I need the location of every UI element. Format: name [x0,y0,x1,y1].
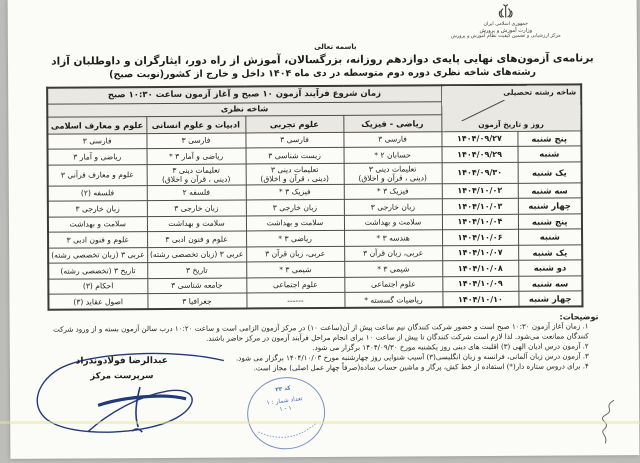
subject-cell: حسابان ۲ * [344,147,442,163]
note-item: ۲. آزمون درس ادیان الهی (۳) اقلیت های دینی روز یکشنبه مورخ ۱۴۰۴/۰۹/۳۰ برگزار می شود. [312,341,589,353]
title2-pre: رشته‌های شاخه نظری دوره دوم متوسطه در [326,66,537,79]
stamp-code: کد ۲۳ [275,385,292,394]
exam-day-cell: شنبه [518,146,582,162]
exam-day-cell: یک شنبه [518,245,582,261]
exam-day-cell: دو شنبه [518,260,582,276]
exam-day-cell: پنج شنبه [517,130,581,146]
subject-cell: عربی ۳ (زبان تخصصی رشته) [48,247,147,263]
exam-schedule-table [46,83,583,310]
subject-cell: علوم اجتماعی [344,276,442,292]
exam-date-cell: ۱۴۰۴/۱۰/۰۲ [442,183,518,199]
branch-header: شاخه نظری [47,101,441,116]
note-item: ۱. زمان آغاز آزمون ۱۰:۳۰ صبح است و حضور شرکت کنندگان نیم ساعت پیش از آن(ساعت ۱۰) در مرکز آزمون الزامی است و ساعت ۱۰:۲۰ درب سالن آزمون بسته و از ورود شرکت کنندگان ممانعت می‌شود. لذا لازم است شرکت کنندگان تا پیش از ساعت ۱۰ برای انجام مراحل فرآیند آزمون در مرکز حاضر باشند. [53,321,589,344]
iran-emblem-icon [421,1,591,22]
exam-day-cell: چهار شنبه [518,291,582,307]
document-title-line1 [8,52,637,68]
subject-cell: فیزیک ۳ * [246,184,344,200]
subject-cell: سلامت و بهداشت [147,216,246,232]
column-header-humanities: ادبیات و علوم انسانی [146,115,245,133]
stamp-microtext-arc [254,420,322,450]
subject-cell: تعلیمات دینی ۳ (دینی ، قرآن و اخلاق) [147,163,246,185]
title2-post: داخل و خارج از کشور(نوبت صبح) [109,68,269,81]
exam-day-cell: یک شنبه [518,161,582,183]
subject-cell: زبان خارجی ۳ [246,200,344,216]
note-item: ۳. آزمون درس زبان آلمانی، فرانسه و زبان انگلیسی(۳) آسیب شنوایی روز چهارشنبه مورخ ۱۴۰۴/۱۰/۰۳ برگزار می شود. [235,351,589,363]
subject-cell: فلسفه (۲) [48,185,147,201]
notes-heading: توضیحات: [559,312,599,322]
corner-header-cell [441,84,581,131]
exam-date-cell: ۱۴۰۴/۱۰/۰۴ [442,214,518,230]
subject-cell: تعلیمات دینی ۳ (دینی ، قرآن و اخلاق) [344,162,442,184]
exam-date-cell: ۱۴۰۴/۱۰/۰۶ [442,230,518,246]
letterhead-center: مرکز ارزشیابی و تضمین کیفیت نظام آموزش و پرورش [451,34,561,40]
subject-cell: هندسه ۳ * [344,230,442,246]
subject-cell: زبان خارجی ۳ [344,199,442,215]
subject-cell: ریاضیات گسسته * [344,292,442,308]
subject-cell: ------ [246,293,344,309]
exam-day-cell: سه شنبه [518,276,582,292]
title1-pre: برنامه‌ی آزمون‌های نهایی پایه‌ی [428,52,594,66]
exam-date-cell: ۱۴۰۴/۰۹/۲۷ [441,131,517,147]
subject-cell: علوم و معارف قرآنی ۳ [48,164,147,186]
subject-cell: تاریخ ۳ (تخصصی رشته) [48,263,147,279]
subject-cell: تاریخ ۳ [147,262,246,278]
subject-cell: علوم و فنون ادبی ۳ [147,231,246,247]
subject-cell: اصول عقاید (۳) [48,294,147,310]
signatory-name: عبدالرضا فولادوندراد [75,355,168,367]
exam-table-body [47,130,582,309]
subject-cell: فارسی ۳ [146,132,245,148]
title1-post: روزانه، بزرگسالان، آموزش از راه دور، ایثارگران و داوطلبان آزاد [51,53,387,68]
stamp-number: ۱ - ۱ [278,404,293,414]
exam-day-cell: شنبه [518,229,582,245]
subject-cell: زبان خارجی ۳ [147,200,246,216]
subject-cell: زیست شناسی ۳ [246,147,344,163]
subject-cell: عربی ۳ (زبان تخصصی رشته) [147,247,246,263]
letterhead-country: جمهوری اسلامی ایران [483,21,529,28]
signatory-role: سرپرست مرکز [90,371,154,382]
subject-cell: سلامت و بهداشت [48,216,147,232]
exam-date-cell: ۱۴۰۴/۱۰/۰۳ [442,199,518,215]
subject-cell: جامعه شناسی ۳ [147,278,246,294]
letterhead-ministry: وزارت آموزش و پرورش [479,27,533,35]
subject-cell: فیزیک ۳ * [344,183,442,199]
title2-month: دی ماه ۱۴۰۴ [268,67,327,80]
subject-cell: ریاضی و آمار ۳ * [147,148,246,164]
subject-cell: سلامت و بهداشت [344,214,442,230]
corner-date-label: روز و تاریخ آزمون [478,119,544,129]
stamp-count: تعداد شمار : ۱ [266,395,303,407]
exam-day-cell: پنج شنبه [518,214,582,230]
document-page [8,0,640,459]
subject-cell: فلسفه ۲ [147,185,246,201]
subject-cell: فارسی ۳ [245,132,343,148]
exam-date-cell: ۱۴۰۴/۰۹/۲۹ [442,146,518,162]
document-title-line2 [8,66,637,81]
banner-row [47,84,581,103]
exam-day-cell: سه شنبه [518,183,582,199]
subject-cell: شیمی ۳ * [246,262,344,278]
subject-cell: عربی، زبان قرآن ۳ [246,246,344,262]
subject-cell: احکام (۳) [48,278,147,294]
subject-cell: عربی، زبان قرآن ۳ [344,245,442,261]
subject-cell: فارسی ۳ [47,133,146,149]
subject-cell: سلامت و بهداشت [246,215,344,231]
subject-cell: زبان خارجی ۳ [48,201,147,217]
exam-date-cell: ۱۴۰۴/۱۰/۰۹ [442,276,518,292]
subject-cell: ریاضی ۳ * [246,231,344,247]
subject-cell: تعلیمات دینی ۳ (دینی ، قرآن و اخلاق) [246,163,344,185]
title1-grade: دوازدهم [385,53,429,66]
corner-branch-label: شاخه رشته تحصیلی [503,87,577,97]
note-item: ۴. برای دروس ستاره دار(*) استفاده از خط کش، پرگار و ماشین حساب ساده(صرفاً چهار عمل اصلی) مجاز است. [253,361,589,373]
table-row [48,291,582,310]
exam-time-banner: زمان شروع فرآیند آزمون ۱۰ صبح و آغاز آزمون ساعت ۱۰:۳۰ صبح [47,85,441,103]
exam-date-cell: ۱۴۰۴/۱۰/۰۸ [442,261,518,277]
subject-cell: جغرافیا ۳ [147,293,246,309]
subject-cell: علوم و فنون ادبی ۳ [48,232,147,248]
column-header-math-physics: ریاضی - فیزیک [343,114,441,132]
subject-cell: فارسی ۳ [343,131,441,147]
exam-day-cell: چهار شنبه [518,198,582,214]
subject-cell: علوم اجتماعی [246,277,344,293]
column-header-experimental-sciences: علوم تجربی [245,115,343,133]
exam-date-cell: ۱۴۰۴/۰۹/۳۰ [442,162,518,184]
column-header-islamic-studies: علوم و معارف اسلامی [47,116,146,134]
official-stamp [243,373,330,454]
scan-artifact-line [0,421,640,424]
exam-date-cell: ۱۴۰۴/۱۰/۰۷ [442,245,518,261]
exam-date-cell: ۱۴۰۴/۱۰/۱۰ [442,292,518,308]
subject-cell: ریاضی و آمار ۳ [47,149,146,165]
bismillah-text: باسمه تعالی [314,42,357,52]
letterhead [421,1,591,41]
subject-cell: شیمی ۳ * [344,261,442,277]
